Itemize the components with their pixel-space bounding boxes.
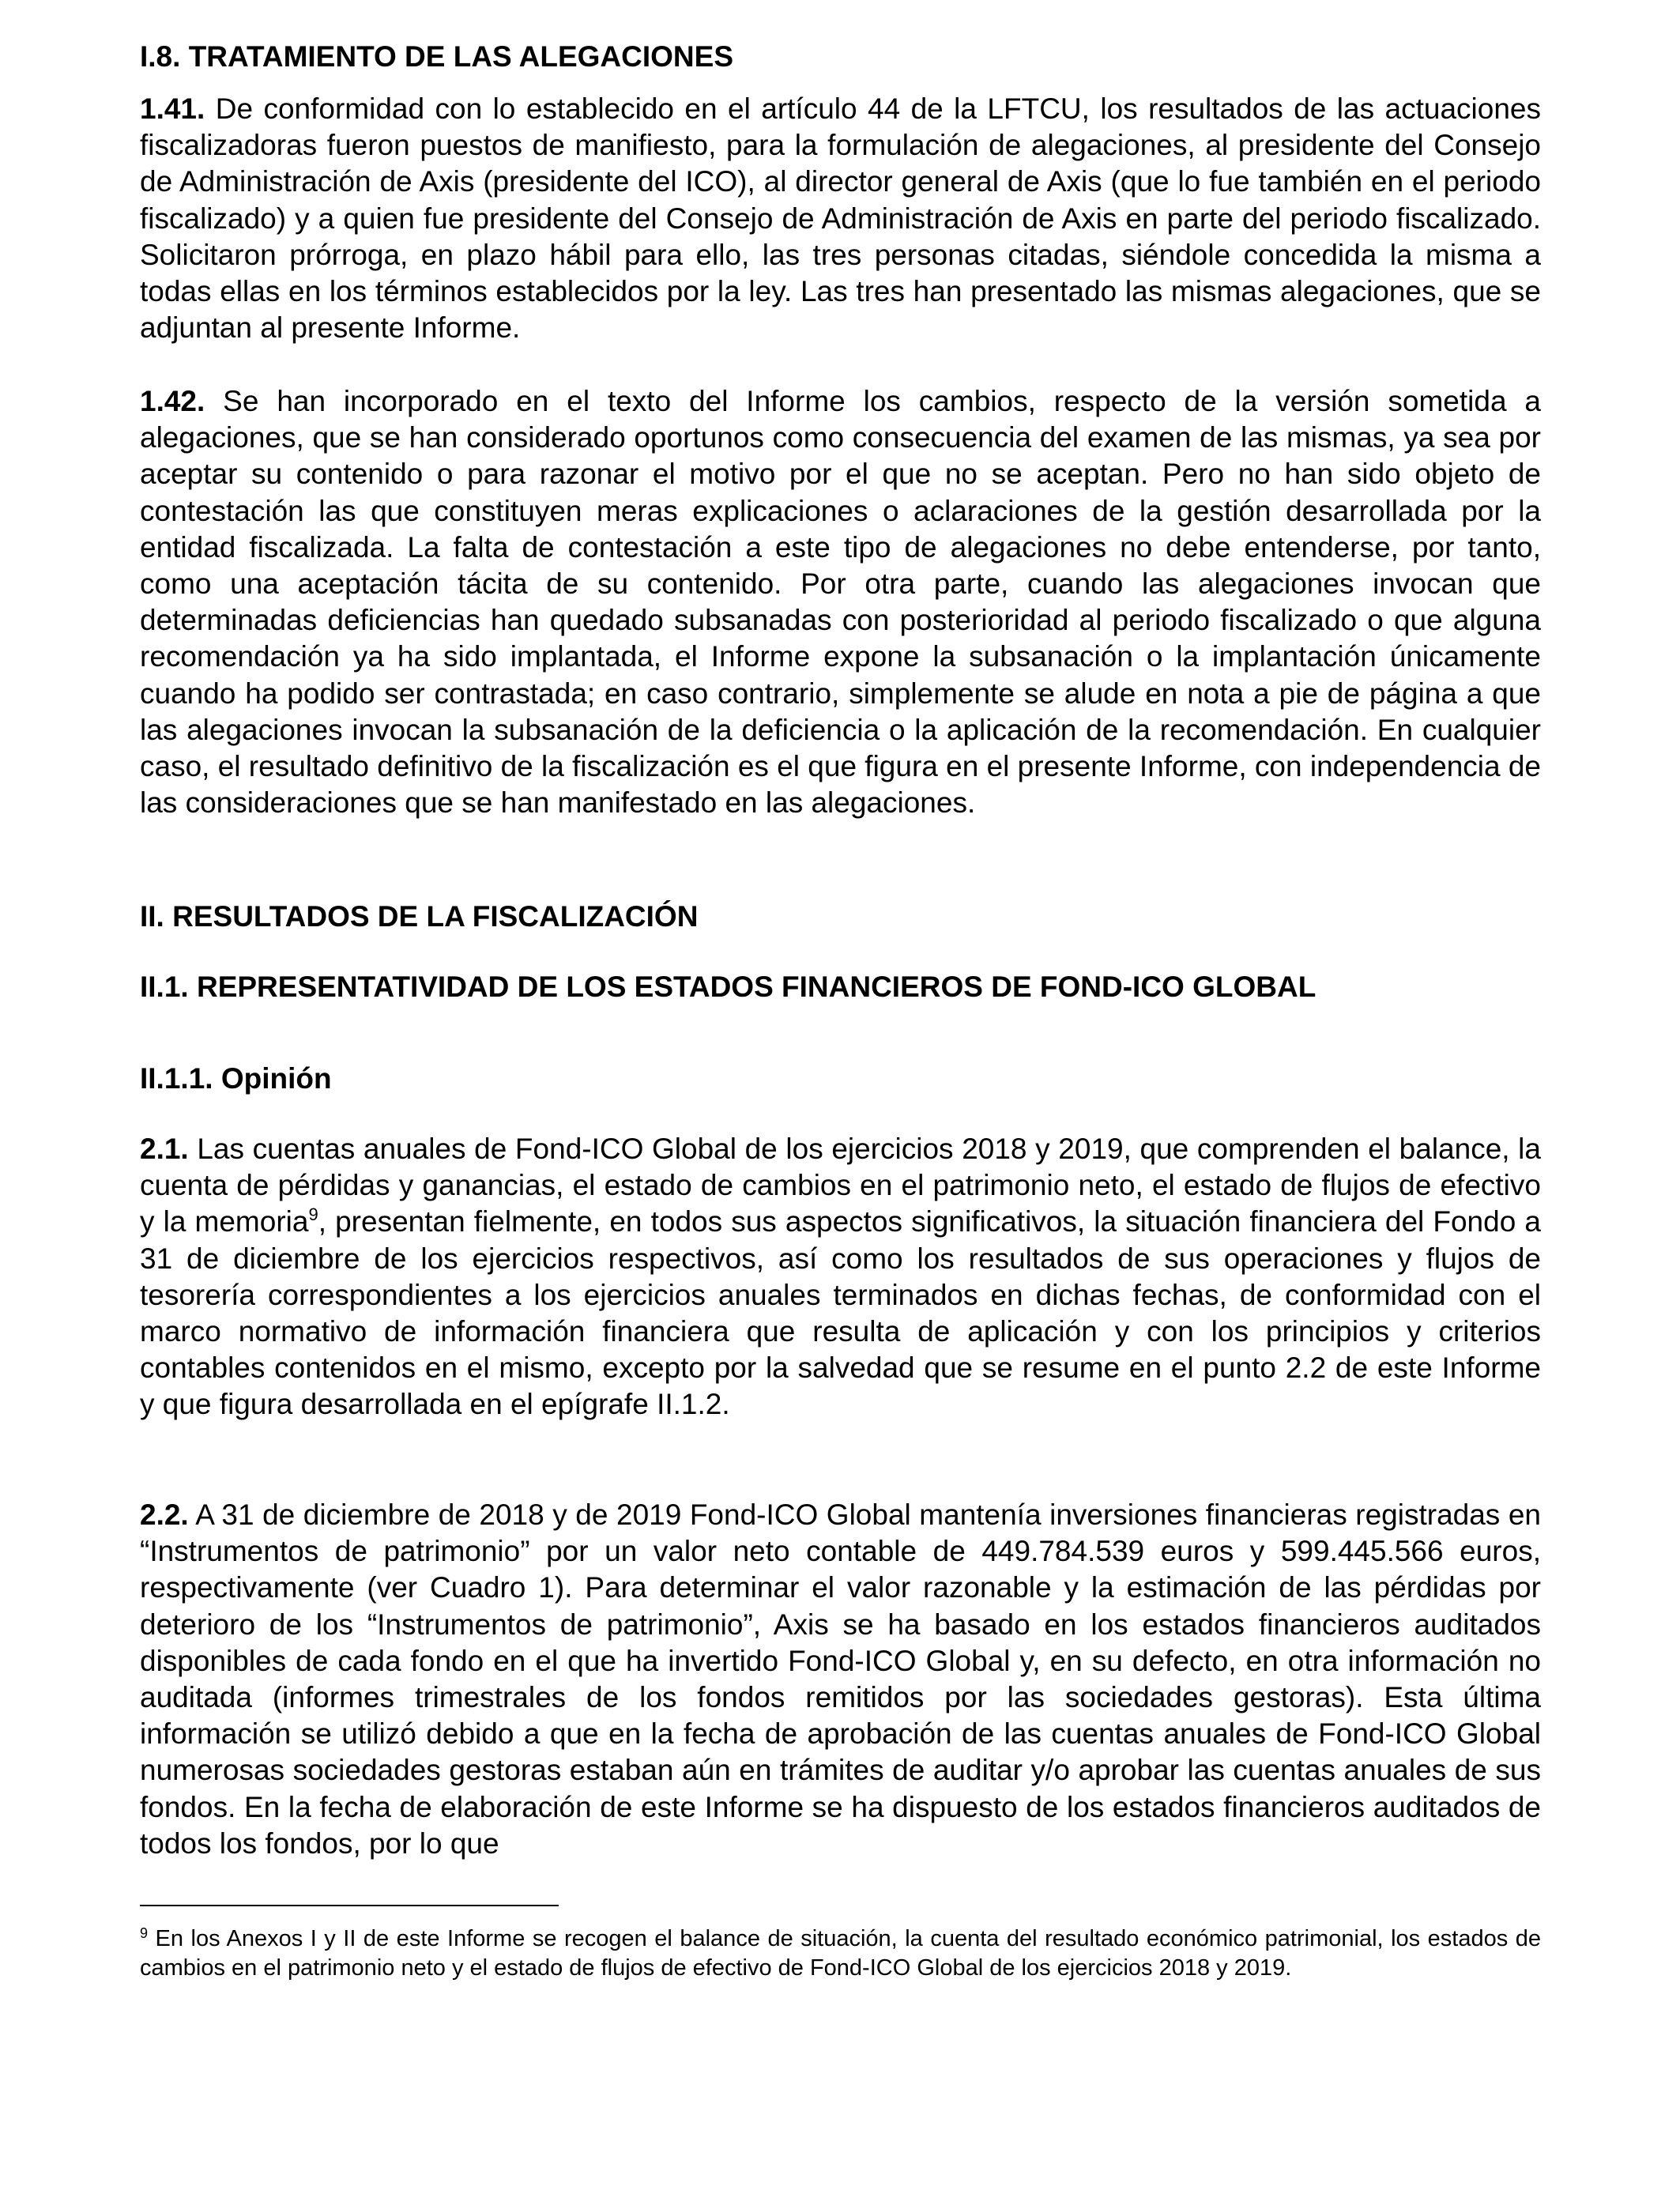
paragraph-text: Las cuentas anuales de Fond-ICO Global de los ejercicios 2018 y 2019, que comprenden el balance, la cuenta de pérdidas y ganancias, el estado de cambios en el patrimonio neto, el estado de flujos de efectivo y la memoria [140, 1133, 1541, 1238]
heading-ii: II. RESULTADOS DE LA FISCALIZACIÓN [140, 900, 699, 933]
paragraph-2-2 [140, 1497, 1541, 1862]
paragraph-number: 2.2. [140, 1498, 189, 1531]
paragraph-1-41 [140, 91, 1541, 346]
footnote-text: En los Anexos I y II de este Informe se recogen el balance de situación, la cuenta del resultado económico patrimonial, los estados de cambios en el patrimonio neto y el estado de flujos de efectivo de Fond-ICO Global de los ejercicios 2018 y 2019. [140, 1926, 1541, 1981]
heading-ii-1-1: II.1.1. Opinión [140, 1062, 332, 1095]
heading-i8: I.8. TRATAMIENTO DE LAS ALEGACIONES [140, 40, 734, 73]
paragraph-2-1 [140, 1131, 1541, 1423]
paragraph-number: 1.41. [140, 92, 205, 125]
paragraph-text-continued: , presentan fielmente, en todos sus aspectos significativos, la situación financiera del Fondo a 31 de diciembre de los ejercicios respectivos, así como los resultados de sus operaciones y flujos de tesorería correspondientes a los ejercicios anuales terminados en dichas fechas, de conformidad con el marco normativo de información financiera que resulta de aplicación y con los principios y criterios contables contenidos en el mismo, excepto por la salvedad que se resume en el punto 2.2 de este Informe y que figura desarrollada en el epígrafe II.1.2. [140, 1205, 1541, 1421]
heading-ii-1: II.1. REPRESENTATIVIDAD DE LOS ESTADOS FINANCIEROS DE FOND-ICO GLOBAL [140, 971, 1317, 1003]
paragraph-text: Se han incorporado en el texto del Informe los cambios, respecto de la versión sometida a alegaciones, que se han considerado oportunos como consecuencia del examen de las mismas, ya sea por aceptar su contenido o para razonar el motivo por el que no se aceptan. Pero no han sido objeto de contestación las que constituyen meras explicaciones o aclaraciones de la gestión desarrollada por la entidad fiscalizada. La falta de contestación a este tipo de alegaciones no debe entenderse, por tanto, como una aceptación tácita de su contenido. Por otra parte, cuando las alegaciones invocan que determinadas deficiencias han quedado subsanadas con posterioridad al periodo fiscalizado o que alguna recomendación ya ha sido implantada, el Informe expone la subsanación o la implantación únicamente cuando ha podido ser contrastada; en caso contrario, simplemente se alude en nota a pie de página a que las alegaciones invocan la subsanación de la deficiencia o la aplicación de la recomendación. En cualquier caso, el resultado definitivo de la fiscalización es el que figura en el presente Informe, con independencia de las consideraciones que se han manifestado en las alegaciones. [140, 385, 1542, 820]
paragraph-1-42 [140, 383, 1541, 821]
paragraph-text: De conformidad con lo establecido en el artículo 44 de la LFTCU, los resultados de las actuaciones fiscalizadoras fueron puestos de manifiesto, para la formulación de alegaciones, al presidente del Consejo de Administración de Axis (presidente del ICO), al director general de Axis (que lo fue también en el periodo fiscalizado) y a quien fue presidente del Consejo de Administración de Axis en parte del periodo fiscalizado. Solicitaron prórroga, en plazo hábil para ello, las tres personas citadas, siéndole concedida la misma a todas ellas en los términos establecidos por la ley. Las tres han presentado las mismas alegaciones, que se adjuntan al presente Informe. [140, 92, 1541, 345]
paragraph-number: 2.1. [140, 1133, 189, 1165]
footnote-separator [140, 1905, 559, 1906]
paragraph-number: 1.42. [140, 385, 205, 417]
footnote-number: 9 [140, 1925, 149, 1941]
footnote-reference[interactable]: 9 [308, 1204, 318, 1225]
paragraph-text: A 31 de diciembre de 2018 y de 2019 Fond-ICO Global mantenía inversiones financieras registradas en “Instrumentos de patrimonio” por un valor neto contable de 449.784.539 euros y 599.445.566 euros, respectivamente (ver Cuadro 1). Para determinar el valor razonable y la estimación de las pérdidas por deterioro de los “Instrumentos de patrimonio”, Axis se ha basado en los estados financieros auditados disponibles de cada fondo en el que ha invertido Fond-ICO Global y, en su defecto, en otra información no auditada (informes trimestrales de los fondos remitidos por las sociedades gestoras). Esta última información se utilizó debido a que en la fecha de aprobación de las cuentas anuales de Fond-ICO Global numerosas sociedades gestoras estaban aún en trámites de auditar y/o aprobar las cuentas anuales de sus fondos. En la fecha de elaboración de este Informe se ha dispuesto de los estados financieros auditados de todos los fondos, por lo que [140, 1498, 1541, 1860]
footnote-9 [140, 1924, 1541, 1983]
